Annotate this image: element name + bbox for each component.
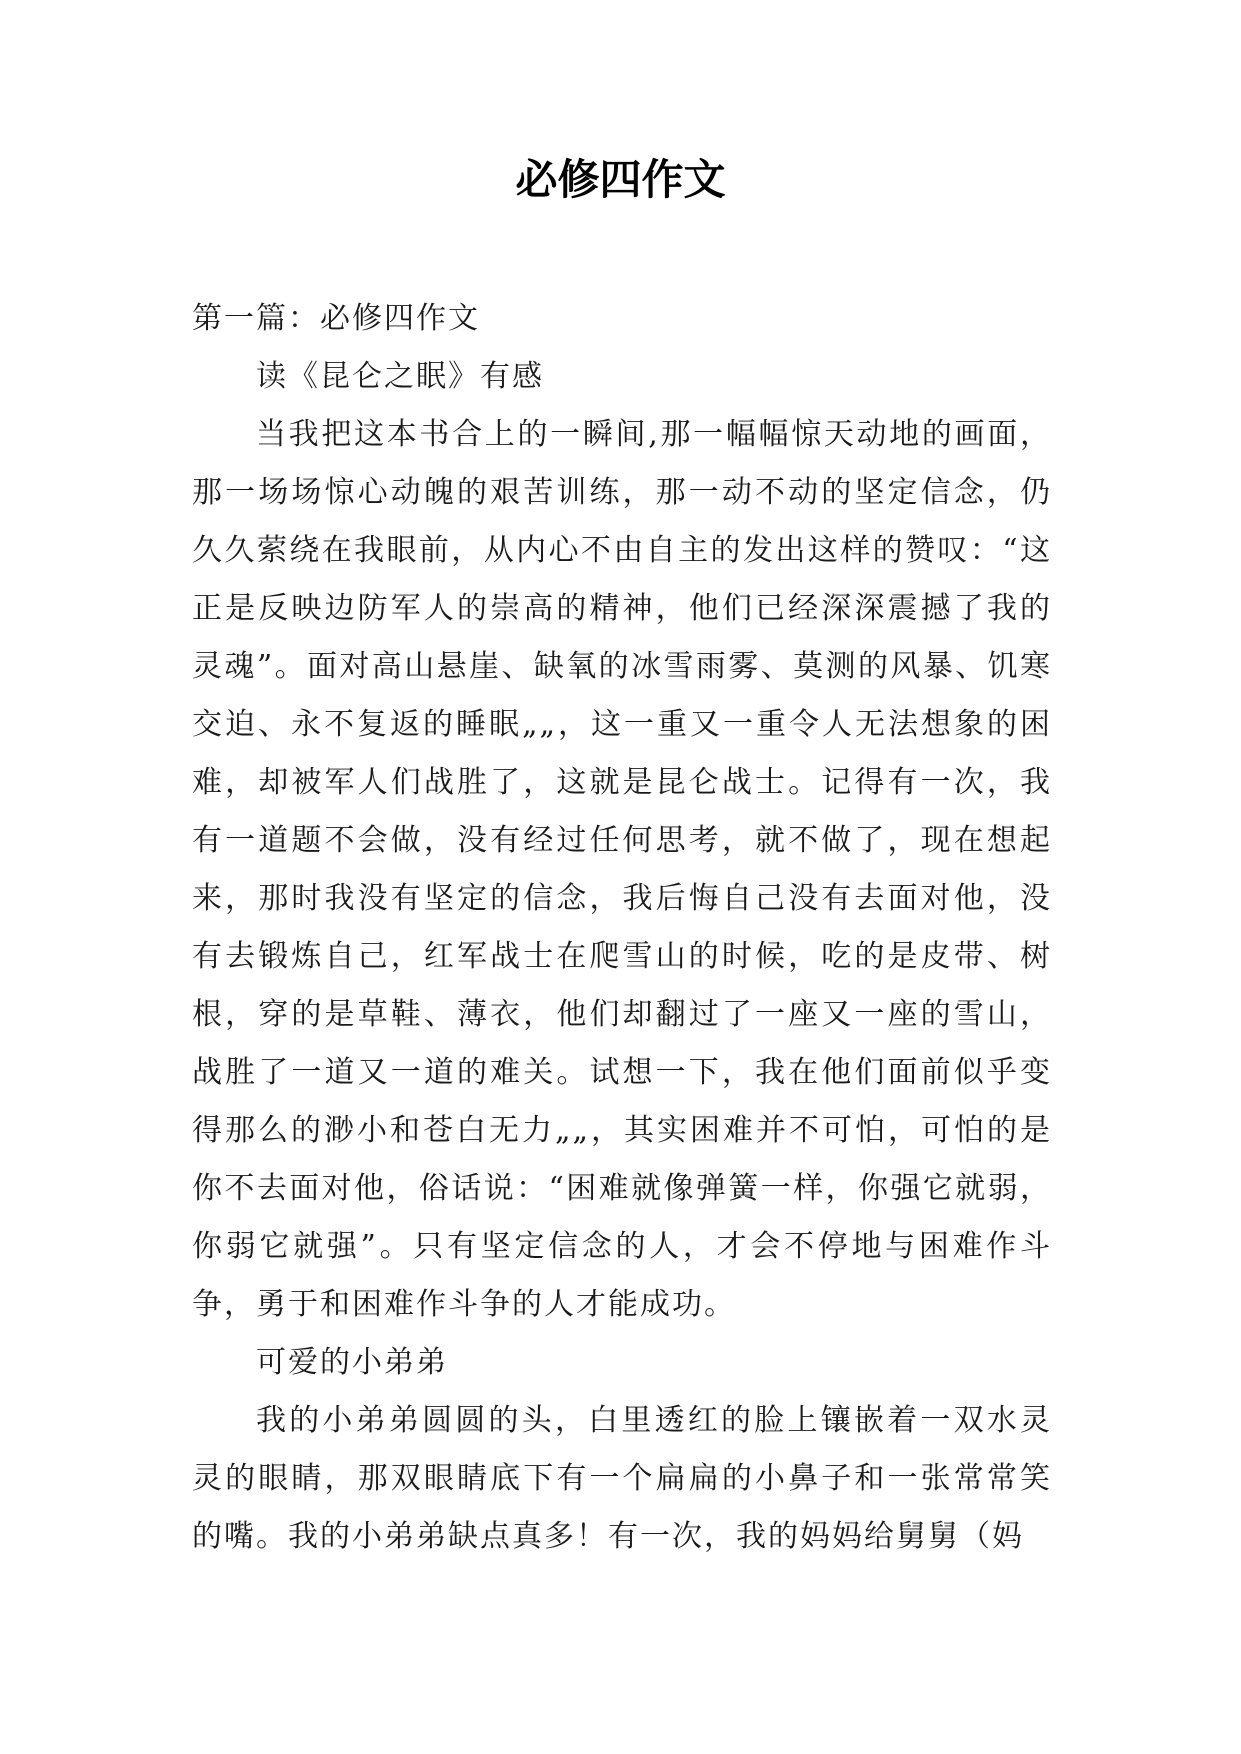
essay-title: 可爱的小弟弟 [256, 1345, 448, 1380]
section-heading: 第一篇：必修四作文 [192, 301, 480, 336]
essay-paragraph: 当我把这本书合上的一瞬间,那一幅幅惊天动地的画面，那一场场惊心动魄的艰苦训练，那一动不动的坚定信念，仍久久萦绕在我眼前，从内心不由自主的发出这样的赞叹：“这正是反映边防军人的崇高的精神，他们已经深深震撼了我的灵魂”。面对高山悬崖、缺氧的冰雪雨雾、莫测的风暴、饥寒交迫、永不复返的睡眠„„，这一重又一重令人无法想象的困难，却被军人们战胜了，这就是昆仑战士。记得有一次，我有一道题不会做，没有经过任何思考，就不做了，现在想起来，那时我没有坚定的信念，我后悔自己没有去面对他，没有去锻炼自己，红军战士在爬雪山的时候，吃的是皮带、树根，穿的是草鞋、薄衣，他们却翻过了一座又一座的雪山，战胜了一道又一道的难关。试想一下，我在他们面前似乎变得那么的渺小和苍白无力„„，其实困难并不可怕，可怕的是你不去面对他，俗话说：“困难就像弹簧一样，你强它就弱，你弱它就强”。只有坚定信念的人，才会不停地与困难作斗争，勇于和困难作斗争的人才能成功。 [192, 417, 1052, 1322]
essay-title: 读《昆仑之眠》有感 [256, 359, 544, 394]
document-body [192, 290, 1052, 1566]
essay-paragraph: 我的小弟弟圆圆的头，白里透红的脸上镶嵌着一双水灵灵的眼睛，那双眼睛底下有一个扁扁的小鼻子和一张常常笑的嘴。我的小弟弟缺点真多！有一次，我的妈妈给舅舅（妈 [192, 1403, 1052, 1554]
document-title: 必修四作文 [515, 155, 726, 204]
